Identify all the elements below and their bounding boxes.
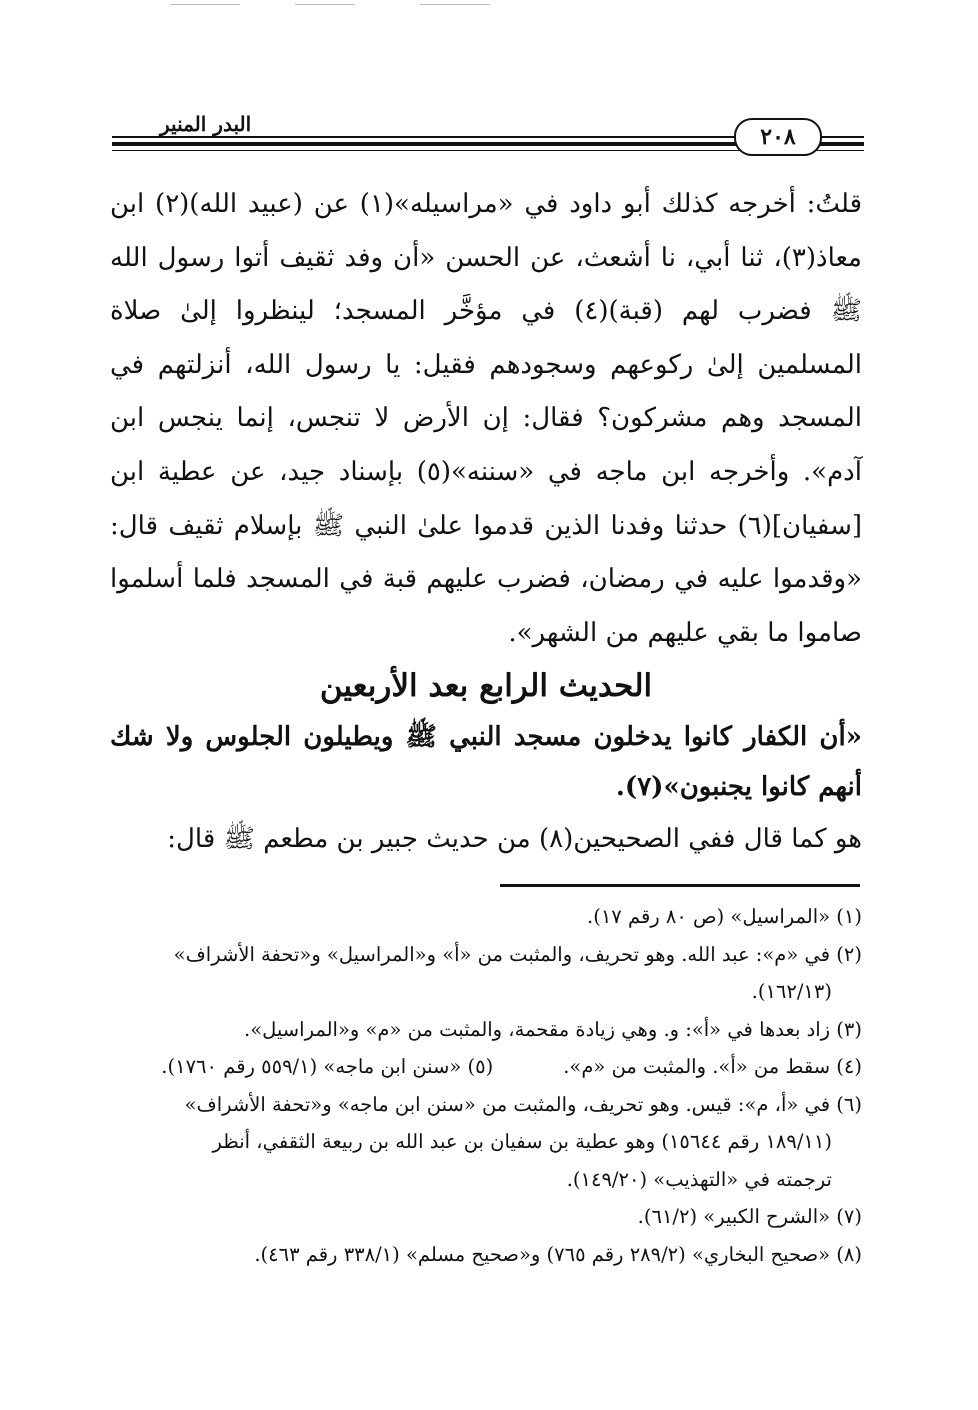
closing-text: هو كما قال ففي الصحيحين(٨) من حديث جبير بن مطعم ﷺ قال: <box>167 824 862 854</box>
footnote-separator <box>500 884 860 887</box>
footnotes <box>110 898 862 1273</box>
scan-mark <box>295 4 355 5</box>
footnote-2: (٢) في «م»: عبد الله. وهو تحريف، والمثبت من «أ» و«المراسيل» و«تحفة الأشراف» <box>173 942 862 966</box>
footnote-7: (٧) «الشرح الكبير» (٦١/٢). <box>637 1205 862 1228</box>
footnote-3: (٣) زاد بعدها في «أ»: و. وهي زيادة مقحمة، والمثبت من «م» و«المراسيل». <box>244 1017 862 1041</box>
footnote-8: (٨) «صحيح البخاري» (٢٨٩/٢ رقم ٧٦٥) و«صحيح مسلم» (٣٣٨/١ رقم ٤٦٣). <box>254 1242 862 1266</box>
section-heading: الحديث الرابع بعد الأربعين <box>319 668 653 704</box>
footnote-row-4-5 <box>110 1048 862 1086</box>
footnote-1: (١) «المراسيل» (ص ٨٠ رقم ١٧). <box>587 905 862 928</box>
page-header <box>112 112 864 156</box>
footnote-4: (٤) سقط من «أ». والمثبت من «م». <box>563 1055 862 1078</box>
footnote-6-continued: (١٨٩/١١ رقم ١٥٦٤٤) وهو عطية بن سفيان بن عبد الله بن ربيعة الثقفي، أنظر <box>212 1130 832 1153</box>
scan-mark <box>420 4 490 5</box>
page-number: ٢٠٨ <box>734 118 822 156</box>
scan-mark <box>170 4 240 5</box>
footnote-5: (٥) «سنن ابن ماجه» (٥٥٩/١ رقم ١٧٦٠). <box>161 1055 494 1078</box>
body-paragraph: قلتُ: أخرجه كذلك أبو داود في «مراسيله»(١) عن (عبيد الله)(٢) ابن معاذ(٣)، ثنا أبي، نا أشعث، عن الحسن «أن وفد ثقيف أتوا رسول الله ﷺ فضرب لهم (قبة)(٤) في مؤخَّر المسجد؛ لينظروا إلىٰ صلاة المسلمين إلىٰ ركوعهم وسجودهم فقيل: يا رسول الله، أنزلتهم في المسجد وهم مشركون؟ فقال: إن الأرض لا تنجس، إنما ينجس ابن آدم». وأخرجه ابن ماجه في «سننه»(٥) بإسناد جيد، عن عطية ابن [سفيان](٦) حدثنا وفدنا الذين قدموا علىٰ النبي ﷺ بإسلام ثقيف قال: «وقدموا عليه في رمضان، فضرب عليهم قبة في المسجد فلما أسلموا صاموا ما بقي عليهم من الشهر». <box>110 189 862 648</box>
body-text <box>110 178 862 660</box>
footnote-6: (٦) في «أ، م»: قيس. وهو تحريف، والمثبت من «سنن ابن ماجه» و«تحفة الأشراف» <box>184 1092 862 1116</box>
hadith-text: «أن الكفار كانوا يدخلون مسجد النبي ﷺ ويطيلون الجلوس ولا شك أنهم كانوا يجنبون»(٧). <box>110 722 862 802</box>
footnote-2-continued: (١٦٢/١٣). <box>751 980 832 1003</box>
running-title: البدر المنير <box>152 112 259 136</box>
footnote-6-continued: ترجمته في «التهذيب» (١٤٩/٢٠). <box>566 1167 832 1191</box>
